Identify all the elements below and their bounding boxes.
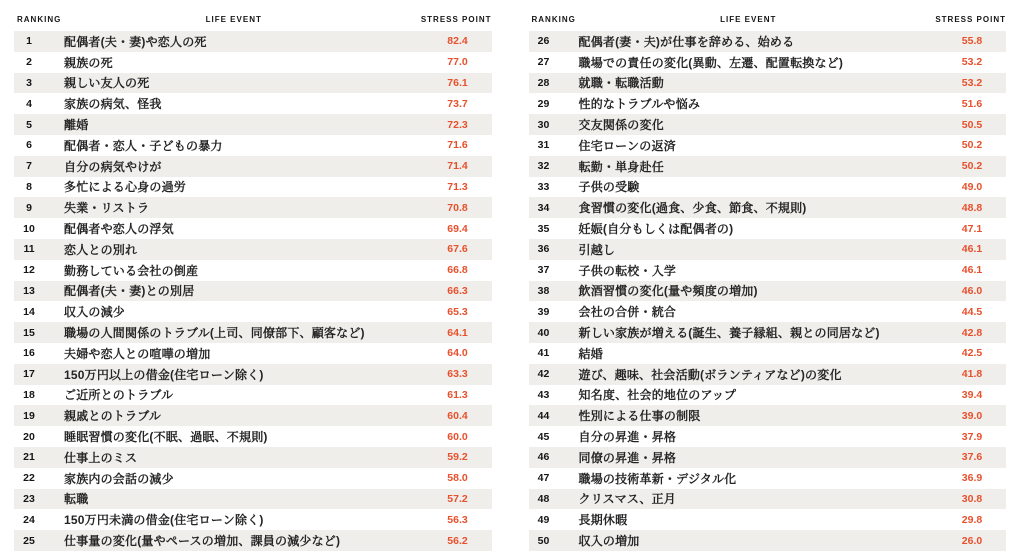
stress-point-cell: 37.9	[961, 430, 983, 443]
rank-cell: 41	[537, 347, 550, 360]
ranking-header: RANKING	[531, 15, 576, 24]
stress-point-cell: 50.2	[961, 160, 983, 173]
table-row	[14, 239, 492, 260]
stress-point-cell: 37.6	[961, 451, 983, 464]
stress-point-cell: 65.3	[447, 305, 468, 318]
life-event-cell: 子供の転校・入学	[578, 263, 677, 278]
table-row	[529, 530, 1007, 551]
rank-cell: 34	[537, 201, 550, 214]
rank-cell: 5	[26, 118, 32, 131]
life-event-cell: 飲酒習慣の変化(量や頻度の増加)	[578, 284, 758, 299]
life-event-cell: 転勤・単身赴任	[578, 159, 664, 174]
life-event-cell: 長期休暇	[578, 513, 628, 528]
life-event-cell: 配偶者(夫・妻)との別居	[64, 284, 195, 299]
stress-point-cell: 56.2	[447, 534, 468, 547]
stress-point-cell: 71.6	[447, 139, 468, 152]
rank-cell: 29	[537, 97, 550, 110]
stress-point-cell: 71.3	[447, 180, 468, 193]
life-event-cell: 恋人との別れ	[64, 242, 138, 257]
table-row	[14, 135, 492, 156]
stress-point-cell: 50.5	[961, 118, 983, 131]
table-row	[529, 31, 1007, 52]
life-event-cell: 家族内の会話の減少	[64, 471, 174, 486]
life-event-cell: 子供の受験	[578, 180, 640, 195]
rank-cell: 38	[537, 284, 550, 297]
table-row	[14, 114, 492, 135]
stress-point-cell: 30.8	[961, 492, 983, 505]
table-row	[529, 426, 1007, 447]
life-event-cell: 知名度、社会的地位のアップ	[578, 388, 737, 403]
stress-point-cell: 39.0	[961, 409, 983, 422]
table-row	[529, 489, 1007, 510]
life-event-cell: 職場の技術革新・デジタル化	[578, 471, 737, 486]
table-row	[14, 489, 492, 510]
rank-cell: 45	[537, 430, 550, 443]
table-row	[14, 426, 492, 447]
rank-cell: 36	[537, 243, 550, 256]
rank-cell: 40	[537, 326, 550, 339]
life-event-cell: 配偶者(妻・夫)が仕事を辞める、始める	[578, 34, 795, 49]
stress-point-cell: 61.3	[447, 388, 468, 401]
table-row	[529, 322, 1007, 343]
table-row	[14, 385, 492, 406]
stress-point-cell: 39.4	[961, 388, 983, 401]
life-event-cell: 収入の減少	[64, 305, 126, 320]
life-event-cell: 家族の病気、怪我	[64, 97, 162, 112]
rank-cell: 35	[537, 222, 550, 235]
rank-cell: 26	[537, 35, 550, 48]
table-row	[529, 52, 1007, 73]
stress-point-cell: 36.9	[961, 472, 983, 485]
table-header-row	[14, 0, 492, 31]
life-event-cell: 引越し	[578, 242, 616, 257]
life-event-cell: 同僚の昇進・昇格	[578, 450, 677, 465]
stress-point-cell: 26.0	[961, 534, 983, 547]
life-event-cell: 150万円未満の借金(住宅ローン除く)	[64, 513, 264, 528]
table-row	[14, 73, 492, 94]
stress-point-cell: 53.2	[961, 56, 983, 69]
rank-cell: 18	[23, 388, 35, 401]
table-row	[529, 260, 1007, 281]
stress-point-cell: 42.5	[961, 347, 983, 360]
table-row	[14, 156, 492, 177]
life-event-cell: 転職	[64, 492, 89, 507]
life-event-cell: 親族の死	[64, 55, 113, 70]
stress-point-cell: 53.2	[961, 76, 983, 89]
stress-point-cell: 46.1	[961, 243, 983, 256]
stress-point-cell: 67.6	[447, 243, 468, 256]
stress-point-cell: 60.4	[447, 409, 468, 422]
life-event-cell: 就職・転職活動	[578, 76, 664, 91]
table-row	[14, 301, 492, 322]
rank-cell: 4	[26, 97, 32, 110]
rank-cell: 42	[537, 368, 550, 381]
life-event-cell: 住宅ローンの返済	[578, 138, 676, 153]
table-row	[14, 509, 492, 530]
life-event-cell: 自分の昇進・昇格	[578, 430, 677, 445]
rank-cell: 37	[537, 264, 550, 277]
life-event-cell: 交友関係の変化	[578, 118, 664, 133]
stress-point-cell: 47.1	[961, 222, 983, 235]
table-row	[14, 260, 492, 281]
life-event-cell: 配偶者・恋人・子どもの暴力	[64, 138, 223, 153]
table-row	[529, 364, 1007, 385]
life-event-cell: 性的なトラブルや悩み	[578, 97, 701, 112]
rank-cell: 1	[26, 35, 32, 48]
table-row	[529, 93, 1007, 114]
table-row	[529, 509, 1007, 530]
table-row	[14, 52, 492, 73]
stress-point-cell: 49.0	[961, 180, 983, 193]
stress-point-cell: 64.1	[447, 326, 468, 339]
stress-point-cell: 41.8	[961, 368, 983, 381]
life-event-cell: 失業・リストラ	[64, 201, 150, 216]
rank-cell: 23	[23, 492, 35, 505]
life-event-header: LIFE EVENT	[720, 15, 777, 24]
life-event-cell: 結婚	[578, 346, 603, 361]
life-event-cell: 離婚	[64, 118, 89, 133]
table-row	[14, 177, 492, 198]
life-event-cell: 新しい家族が増える(誕生、養子縁組、親との同居など)	[578, 326, 880, 341]
table-row	[14, 281, 492, 302]
stress-point-cell: 73.7	[447, 97, 468, 110]
stress-point-cell: 60.0	[447, 430, 468, 443]
rank-cell: 21	[23, 451, 35, 464]
table-row	[529, 281, 1007, 302]
stress-point-cell: 76.1	[447, 76, 468, 89]
table-row	[529, 343, 1007, 364]
life-event-cell: 夫婦や恋人との喧嘩の増加	[64, 346, 211, 361]
stress-point-cell: 46.0	[961, 284, 983, 297]
table-row	[14, 364, 492, 385]
table-row	[14, 31, 492, 52]
table-row	[14, 343, 492, 364]
life-event-cell: ご近所とのトラブル	[64, 388, 174, 403]
rank-cell: 50	[537, 534, 550, 547]
table-row	[14, 197, 492, 218]
table-row	[529, 239, 1007, 260]
rank-cell: 14	[23, 305, 35, 318]
life-event-cell: 職場の人間関係のトラブル(上司、同僚部下、顧客など)	[64, 326, 365, 341]
life-event-cell: 睡眠習慣の変化(不眠、過眠、不規則)	[64, 430, 268, 445]
table-row	[529, 218, 1007, 239]
stress-point-cell: 29.8	[961, 513, 983, 526]
ranking-table-26-50	[529, 0, 1007, 551]
stress-point-cell: 46.1	[961, 264, 983, 277]
table-row	[529, 73, 1007, 94]
life-event-cell: 親戚とのトラブル	[64, 409, 162, 424]
rank-cell: 2	[26, 56, 32, 69]
life-event-cell: 会社の合併・統合	[578, 305, 677, 320]
rank-cell: 30	[537, 118, 550, 131]
table-row	[529, 114, 1007, 135]
rank-cell: 28	[537, 76, 550, 89]
life-event-cell: 仕事量の変化(量やペースの増加、課員の減少など)	[64, 534, 341, 549]
table-row	[14, 447, 492, 468]
table-row	[529, 405, 1007, 426]
life-event-cell: 食習慣の変化(過食、少食、節食、不規則)	[578, 201, 807, 216]
life-event-cell: クリスマス、正月	[578, 492, 676, 507]
rank-cell: 15	[23, 326, 35, 339]
stress-point-cell: 50.2	[961, 139, 983, 152]
rank-cell: 3	[26, 76, 32, 89]
rank-cell: 7	[26, 160, 32, 173]
stress-point-cell: 71.4	[447, 160, 468, 173]
rank-cell: 49	[537, 513, 550, 526]
table-row	[14, 93, 492, 114]
stress-point-cell: 56.3	[447, 513, 468, 526]
stress-point-cell: 66.3	[447, 284, 468, 297]
rank-cell: 12	[23, 264, 35, 277]
life-event-cell: 遊び、趣味、社会活動(ボランティアなど)の変化	[578, 367, 842, 382]
life-event-cell: 妊娠(自分もしくは配偶者の)	[578, 222, 734, 237]
life-event-cell: 勤務している会社の倒産	[64, 263, 199, 278]
rank-cell: 31	[537, 139, 550, 152]
rank-cell: 20	[23, 430, 35, 443]
rank-cell: 19	[23, 409, 35, 422]
table-header-row	[529, 0, 1007, 31]
stress-point-cell: 69.4	[447, 222, 468, 235]
life-event-cell: 配偶者(夫・妻)や恋人の死	[64, 34, 207, 49]
life-event-header: LIFE EVENT	[205, 15, 262, 24]
life-event-cell: 仕事上のミス	[64, 450, 138, 465]
rank-cell: 8	[26, 180, 32, 193]
rank-cell: 25	[23, 534, 35, 547]
rank-cell: 17	[23, 368, 35, 381]
rank-cell: 47	[537, 472, 550, 485]
table-row	[529, 156, 1007, 177]
table-row	[529, 385, 1007, 406]
table-row	[14, 405, 492, 426]
table-row	[14, 218, 492, 239]
rank-cell: 9	[26, 201, 32, 214]
life-event-cell: 職場での責任の変化(異動、左遷、配置転換など)	[578, 55, 844, 70]
stress-point-cell: 55.8	[961, 35, 983, 48]
table-row	[14, 322, 492, 343]
life-event-cell: 多忙による心身の過労	[64, 180, 187, 195]
rank-cell: 46	[537, 451, 550, 464]
rank-cell: 6	[26, 139, 32, 152]
stress-point-cell: 48.8	[961, 201, 983, 214]
stress-point-cell: 63.3	[447, 368, 468, 381]
stress-point-cell: 82.4	[447, 35, 468, 48]
stress-point-cell: 58.0	[447, 472, 468, 485]
stress-point-cell: 42.8	[961, 326, 983, 339]
stress-point-cell: 77.0	[447, 56, 468, 69]
rank-cell: 11	[23, 243, 35, 256]
rank-cell: 43	[537, 388, 550, 401]
rank-cell: 48	[537, 492, 550, 505]
rank-cell: 44	[537, 409, 550, 422]
table-row	[529, 301, 1007, 322]
stress-point-header: STRESS POINT	[935, 15, 1006, 24]
rank-cell: 27	[537, 56, 550, 69]
ranking-header: RANKING	[17, 15, 62, 24]
rank-cell: 24	[23, 513, 35, 526]
rank-cell: 16	[23, 347, 35, 360]
life-event-cell: 収入の増加	[578, 534, 640, 549]
stress-point-cell: 59.2	[447, 451, 468, 464]
stress-point-cell: 64.0	[447, 347, 468, 360]
rank-cell: 10	[23, 222, 35, 235]
ranking-table-1-25	[14, 0, 492, 551]
table-row	[529, 197, 1007, 218]
stress-point-cell: 72.3	[447, 118, 468, 131]
stress-point-cell: 66.8	[447, 264, 468, 277]
stress-point-header: STRESS POINT	[420, 15, 492, 24]
table-row	[14, 468, 492, 489]
life-event-cell: 自分の病気やけが	[64, 159, 162, 174]
stress-point-cell: 51.6	[961, 97, 983, 110]
table-row	[529, 447, 1007, 468]
stress-point-cell: 70.8	[447, 201, 468, 214]
rank-cell: 32	[537, 160, 550, 173]
life-event-cell: 親しい友人の死	[64, 76, 150, 91]
stress-point-cell: 44.5	[961, 305, 983, 318]
table-row	[529, 468, 1007, 489]
table-row	[529, 177, 1007, 198]
life-event-cell: 配偶者や恋人の浮気	[64, 222, 174, 237]
life-event-cell: 150万円以上の借金(住宅ローン除く)	[64, 367, 264, 382]
rank-cell: 22	[23, 472, 35, 485]
rank-cell: 33	[537, 180, 550, 193]
table-row	[14, 530, 492, 551]
life-event-cell: 性別による仕事の制限	[578, 409, 701, 424]
rank-cell: 39	[537, 305, 550, 318]
table-row	[529, 135, 1007, 156]
rank-cell: 13	[23, 284, 35, 297]
stress-point-cell: 57.2	[447, 492, 468, 505]
